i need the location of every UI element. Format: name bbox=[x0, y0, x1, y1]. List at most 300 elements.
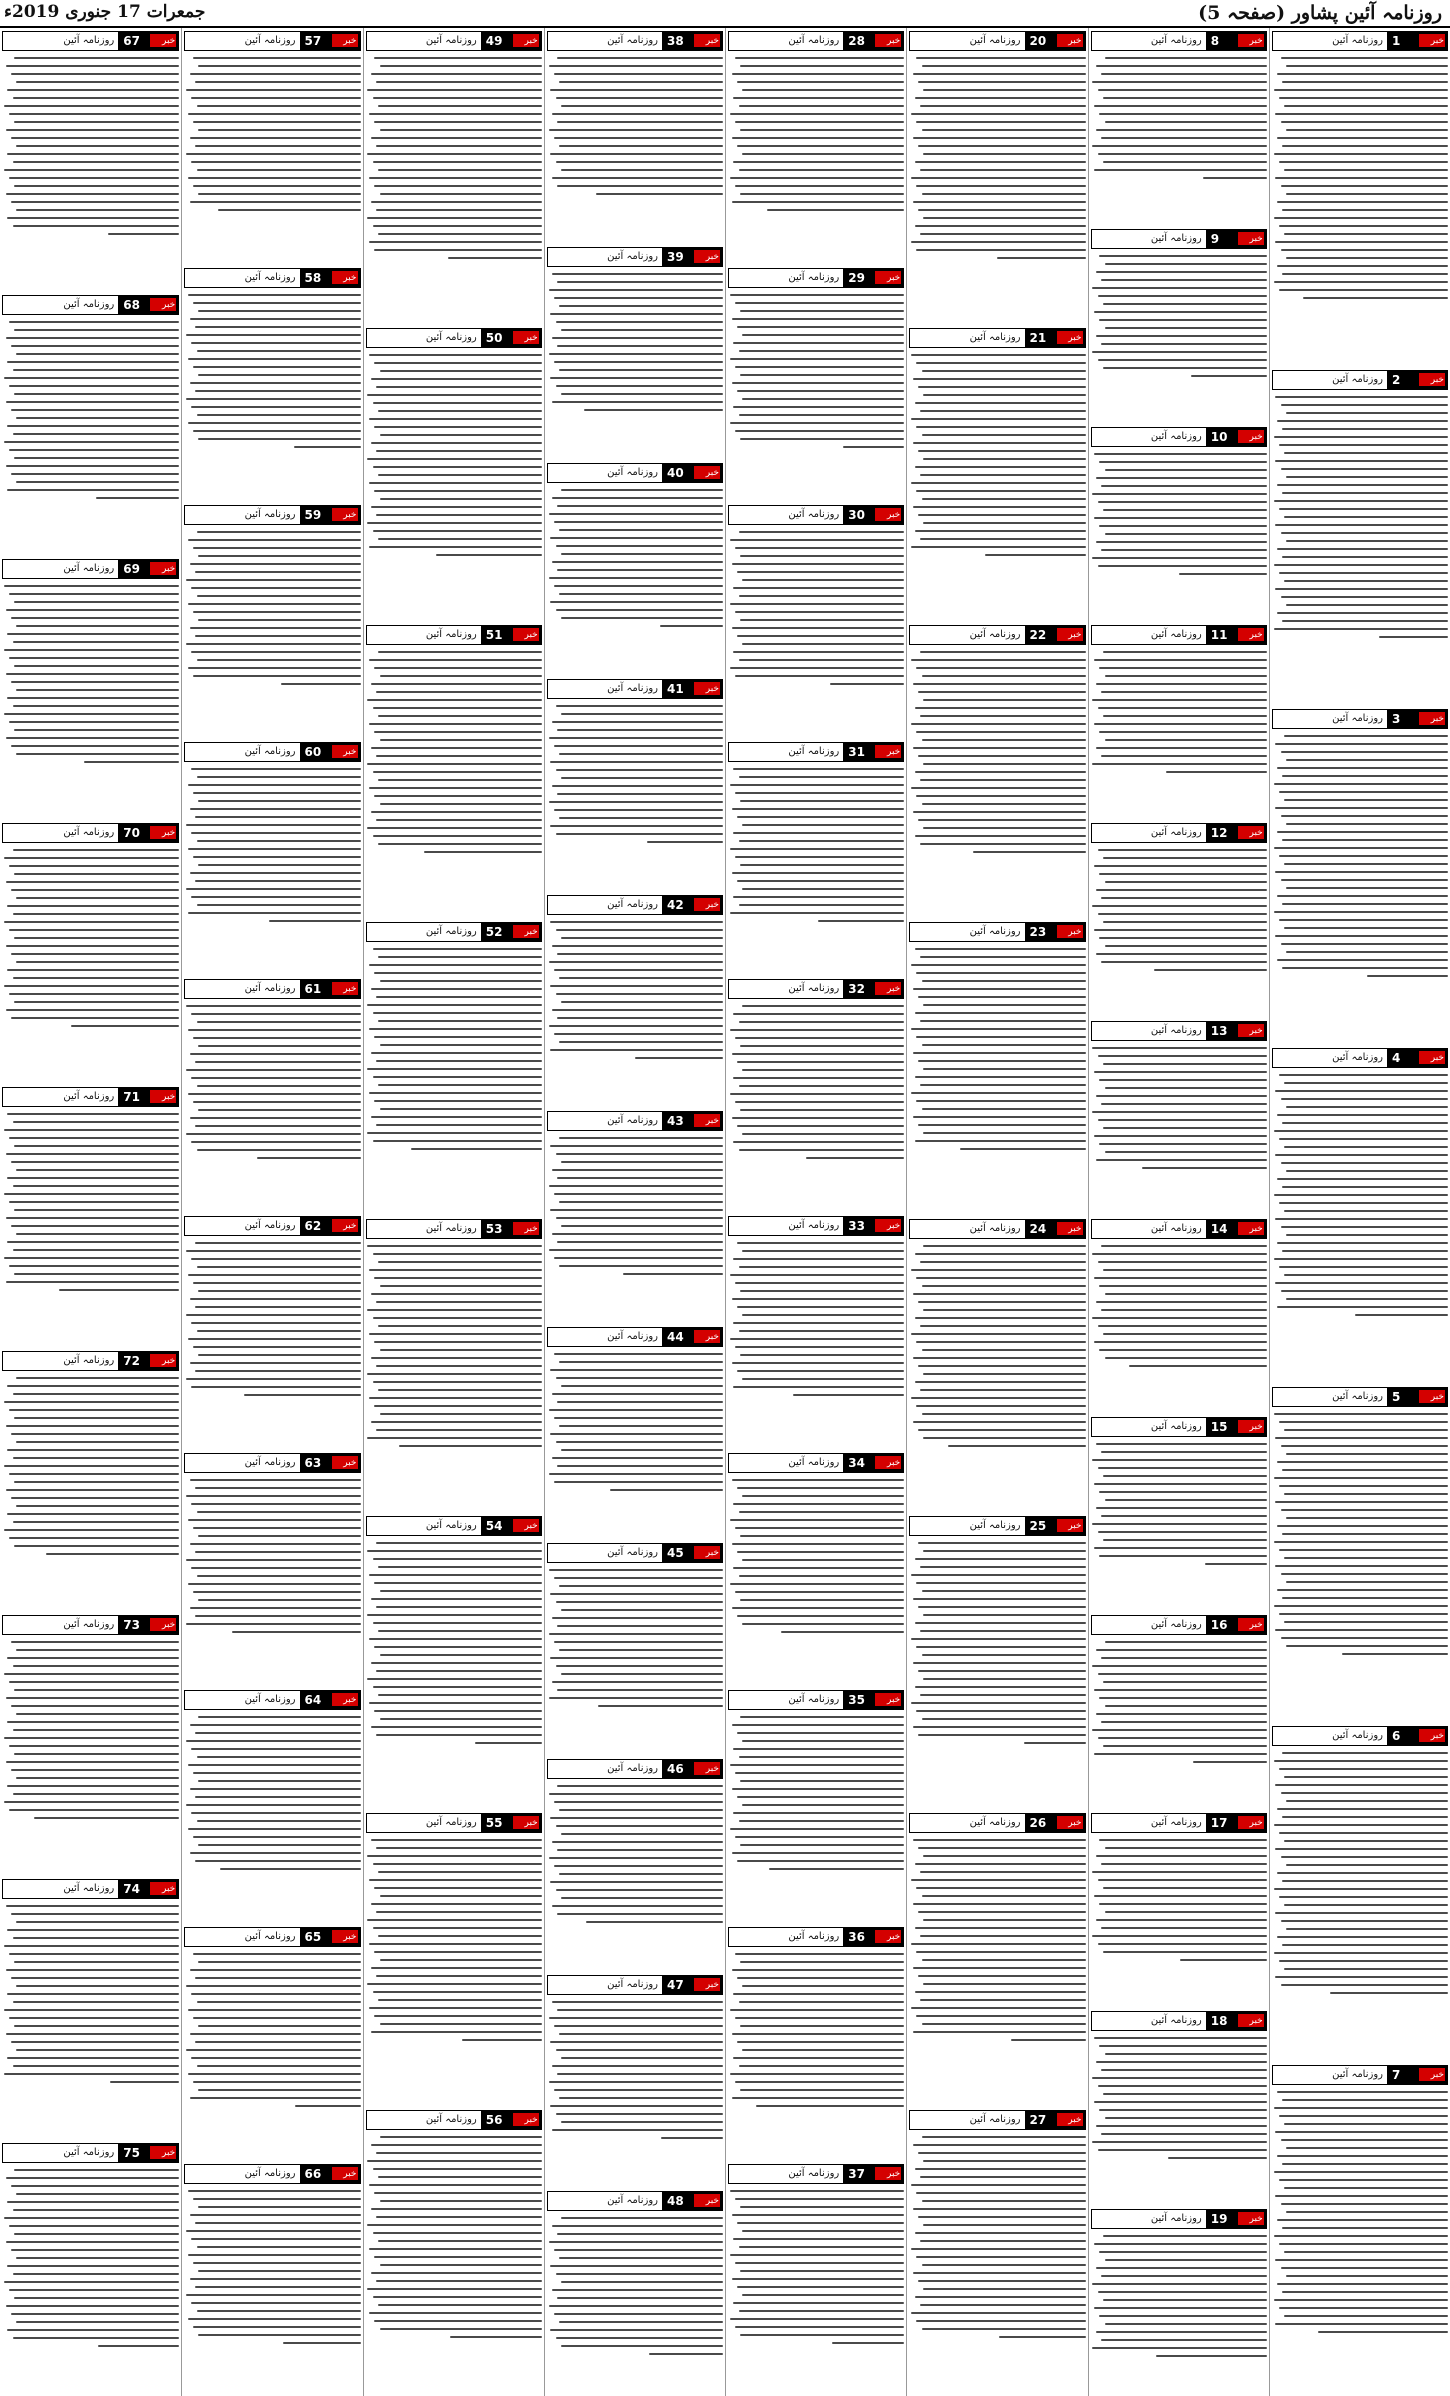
text-line bbox=[6, 1281, 180, 1283]
text-line bbox=[369, 1638, 542, 1640]
text-line bbox=[1367, 975, 1448, 977]
text-line bbox=[647, 841, 723, 843]
text-line bbox=[193, 2081, 360, 2083]
news-header-label: روزنامہ آئین bbox=[3, 32, 118, 50]
text-line bbox=[920, 2176, 1086, 2178]
text-line bbox=[549, 65, 723, 67]
text-line bbox=[911, 964, 1085, 966]
text-line bbox=[740, 310, 904, 312]
news-logo-text: خبر bbox=[705, 252, 719, 262]
text-line bbox=[193, 430, 360, 432]
text-line bbox=[1379, 636, 1448, 638]
text-line bbox=[1101, 73, 1267, 75]
text-line bbox=[197, 105, 361, 107]
text-line bbox=[739, 1820, 905, 1822]
news-logo-text: خبر bbox=[887, 1221, 901, 1231]
text-line bbox=[16, 1649, 179, 1651]
text-line bbox=[193, 1346, 360, 1348]
text-line bbox=[198, 1109, 360, 1111]
text-line bbox=[739, 1266, 905, 1268]
text-line bbox=[1092, 287, 1266, 289]
text-line bbox=[188, 177, 361, 179]
news-number: 11 bbox=[1210, 628, 1228, 642]
news-header-label: روزنامہ آئین bbox=[1092, 1022, 1206, 1040]
text-line bbox=[739, 350, 905, 352]
text-line bbox=[1279, 1266, 1448, 1268]
text-line bbox=[554, 297, 723, 299]
text-line bbox=[13, 1521, 180, 1523]
news-header-label: روزنامہ آئین bbox=[3, 1616, 118, 1634]
text-line bbox=[1094, 1895, 1267, 1897]
text-line bbox=[1286, 2275, 1448, 2277]
text-line bbox=[475, 1742, 542, 1744]
text-line bbox=[913, 1839, 1086, 1841]
news-logo-text: خبر bbox=[343, 1221, 357, 1231]
text-line bbox=[922, 1108, 1086, 1110]
text-line bbox=[369, 354, 542, 356]
text-line bbox=[13, 1393, 180, 1395]
text-line bbox=[188, 1274, 361, 1276]
news-logo-text: خبر bbox=[162, 1356, 176, 1366]
text-line bbox=[561, 1161, 723, 1163]
news-item bbox=[1089, 1414, 1269, 1612]
news-number: 9 bbox=[1210, 232, 1220, 246]
text-line bbox=[195, 326, 361, 328]
text-line bbox=[735, 2326, 904, 2328]
text-line bbox=[1274, 783, 1448, 785]
text-line bbox=[378, 233, 542, 235]
text-line bbox=[557, 2009, 723, 2011]
text-line bbox=[186, 1133, 360, 1135]
text-line bbox=[373, 1622, 542, 1624]
text-line bbox=[1286, 193, 1448, 195]
text-line bbox=[374, 362, 541, 364]
text-line bbox=[371, 201, 542, 203]
news-logo-text: خبر bbox=[524, 333, 538, 343]
text-line bbox=[911, 1574, 1085, 1576]
news-number: 43 bbox=[667, 1114, 684, 1128]
text-line bbox=[740, 800, 904, 802]
text-line bbox=[1275, 113, 1448, 115]
text-line bbox=[191, 1993, 360, 1995]
text-line bbox=[188, 1338, 361, 1340]
text-line bbox=[198, 129, 360, 131]
news-number-badge bbox=[1387, 1388, 1447, 1406]
text-line bbox=[915, 1622, 1086, 1624]
text-line bbox=[1282, 1944, 1448, 1946]
text-line bbox=[911, 2312, 1085, 2314]
news-item-header bbox=[547, 247, 723, 267]
news-item bbox=[182, 739, 362, 976]
text-line bbox=[913, 683, 1086, 685]
text-line bbox=[1281, 1792, 1448, 1794]
text-line bbox=[916, 1582, 1085, 1584]
text-line bbox=[374, 2015, 541, 2017]
news-header-label: روزنامہ آئین bbox=[910, 2111, 1024, 2129]
text-line bbox=[1096, 477, 1267, 479]
text-line bbox=[378, 1694, 542, 1696]
text-line bbox=[16, 753, 179, 755]
news-number: 70 bbox=[123, 826, 140, 840]
text-line bbox=[1282, 1816, 1448, 1818]
text-line bbox=[552, 721, 723, 723]
news-item bbox=[1270, 1045, 1450, 1384]
text-line bbox=[740, 864, 904, 866]
news-header-label: روزنامہ آئین bbox=[1092, 1418, 1206, 1436]
text-line bbox=[911, 482, 1085, 484]
text-line bbox=[550, 1369, 723, 1371]
text-line bbox=[367, 1550, 541, 1552]
text-line bbox=[913, 1357, 1086, 1359]
text-line bbox=[376, 1124, 542, 1126]
text-line bbox=[1286, 65, 1448, 67]
text-line bbox=[557, 1849, 723, 1851]
news-logo-text: خبر bbox=[1430, 375, 1444, 385]
text-line bbox=[556, 705, 723, 707]
text-line bbox=[371, 1116, 542, 1118]
text-line bbox=[1101, 1451, 1267, 1453]
text-line bbox=[742, 1495, 904, 1497]
text-line bbox=[1284, 169, 1448, 171]
news-header-label: روزنامہ آئین bbox=[729, 269, 843, 287]
news-number-badge bbox=[1206, 1022, 1266, 1040]
text-line bbox=[737, 326, 904, 328]
text-line bbox=[1166, 771, 1266, 773]
news-item-header bbox=[909, 31, 1085, 51]
news-number-badge bbox=[1387, 32, 1447, 50]
text-line bbox=[6, 2241, 180, 2243]
text-line bbox=[244, 1394, 360, 1396]
text-line bbox=[730, 1764, 904, 1766]
news-header-label: روزنامہ آئین bbox=[367, 1220, 481, 1238]
text-line bbox=[1284, 1082, 1448, 1084]
news-header-label: روزنامہ آئین bbox=[548, 1544, 662, 1562]
text-line bbox=[13, 1937, 180, 1939]
text-line bbox=[373, 225, 542, 227]
text-line bbox=[374, 249, 541, 251]
text-line bbox=[733, 832, 904, 834]
text-line bbox=[554, 1193, 723, 1195]
text-line bbox=[448, 257, 541, 259]
news-number: 54 bbox=[485, 1519, 503, 1533]
text-line bbox=[740, 65, 904, 67]
text-line bbox=[559, 1585, 723, 1587]
text-line bbox=[380, 498, 542, 500]
text-line bbox=[371, 1662, 542, 1664]
text-line bbox=[9, 865, 179, 867]
text-line bbox=[913, 1116, 1086, 1118]
news-number-badge bbox=[300, 1691, 360, 1709]
text-line bbox=[378, 2176, 542, 2178]
text-line bbox=[16, 689, 179, 691]
text-line bbox=[376, 1429, 542, 1431]
text-line bbox=[1156, 2355, 1267, 2357]
text-line bbox=[4, 1737, 179, 1739]
news-column bbox=[1088, 28, 1269, 2396]
text-line bbox=[191, 587, 360, 589]
text-line bbox=[733, 1141, 904, 1143]
news-logo-text: خبر bbox=[343, 984, 357, 994]
text-line bbox=[6, 1697, 180, 1699]
text-line bbox=[198, 65, 360, 67]
text-line bbox=[1286, 887, 1448, 889]
text-line bbox=[554, 1417, 723, 1419]
news-logo-text: خبر bbox=[1068, 333, 1082, 343]
text-line bbox=[922, 370, 1086, 372]
news-logo-text: خبر bbox=[524, 1521, 538, 1531]
text-line bbox=[733, 768, 904, 770]
text-line bbox=[197, 2246, 361, 2248]
text-line bbox=[4, 713, 179, 715]
text-line bbox=[1096, 1443, 1267, 1445]
text-line bbox=[732, 1543, 905, 1545]
text-line bbox=[922, 2200, 1086, 2202]
news-number-badge bbox=[300, 980, 360, 998]
text-line bbox=[16, 2193, 179, 2195]
text-line bbox=[1279, 1138, 1448, 1140]
text-line bbox=[1094, 105, 1267, 107]
news-item bbox=[0, 556, 181, 820]
text-line bbox=[1274, 2107, 1448, 2109]
text-line bbox=[911, 2248, 1085, 2250]
text-line bbox=[186, 888, 360, 890]
text-line bbox=[733, 1258, 904, 1260]
text-line bbox=[550, 761, 723, 763]
text-line bbox=[16, 1921, 179, 1923]
text-line bbox=[9, 1953, 179, 1955]
text-line bbox=[16, 1169, 179, 1171]
text-line bbox=[193, 1772, 360, 1774]
text-line bbox=[1092, 557, 1266, 559]
text-line bbox=[830, 683, 904, 685]
news-item bbox=[726, 1213, 906, 1450]
news-logo-text: خبر bbox=[162, 1884, 176, 1894]
text-line bbox=[922, 2328, 1086, 2330]
news-number: 74 bbox=[123, 1882, 140, 1896]
text-line bbox=[781, 1631, 904, 1633]
text-line bbox=[920, 1020, 1086, 1022]
text-line bbox=[46, 1553, 179, 1555]
news-item bbox=[907, 1810, 1087, 2107]
text-line bbox=[549, 1409, 723, 1411]
news-logo-text: خبر bbox=[705, 684, 719, 694]
text-line bbox=[9, 2225, 179, 2227]
text-line bbox=[1094, 517, 1267, 519]
text-line bbox=[1094, 1689, 1267, 1691]
text-line bbox=[923, 1245, 1085, 1247]
news-number: 13 bbox=[1210, 1024, 1228, 1038]
text-line bbox=[193, 2326, 360, 2328]
text-line bbox=[1180, 1959, 1266, 1961]
text-line bbox=[198, 864, 360, 866]
news-header-label: روزنامہ آئین bbox=[1092, 2012, 1206, 2030]
text-line bbox=[660, 625, 723, 627]
text-line bbox=[197, 2001, 361, 2003]
text-line bbox=[195, 1487, 361, 1489]
text-line bbox=[14, 393, 179, 395]
text-line bbox=[380, 370, 542, 372]
text-line bbox=[186, 398, 360, 400]
news-item bbox=[545, 460, 725, 676]
text-line bbox=[1094, 865, 1267, 867]
text-line bbox=[188, 2318, 361, 2320]
text-line bbox=[1092, 81, 1266, 83]
text-line bbox=[1281, 1573, 1448, 1575]
text-line bbox=[740, 1844, 904, 1846]
news-number: 48 bbox=[667, 2194, 684, 2208]
text-line bbox=[913, 2208, 1086, 2210]
text-line bbox=[376, 2280, 542, 2282]
text-line bbox=[913, 747, 1086, 749]
text-line bbox=[9, 657, 179, 659]
text-line bbox=[1286, 2147, 1448, 2149]
text-line bbox=[1096, 1713, 1267, 1715]
text-line bbox=[14, 1545, 179, 1547]
text-line bbox=[1105, 533, 1267, 535]
text-line bbox=[922, 1959, 1086, 1961]
text-line bbox=[732, 318, 905, 320]
news-number-badge bbox=[662, 680, 722, 698]
text-line bbox=[732, 1607, 905, 1609]
news-number: 49 bbox=[485, 34, 503, 48]
text-line bbox=[191, 1503, 360, 1505]
text-line bbox=[556, 1153, 723, 1155]
text-line bbox=[742, 398, 904, 400]
news-number: 58 bbox=[304, 271, 322, 285]
text-line bbox=[4, 649, 179, 651]
news-logo-text: خبر bbox=[524, 630, 538, 640]
text-line bbox=[191, 406, 360, 408]
text-line bbox=[818, 920, 904, 922]
text-line bbox=[378, 843, 542, 845]
text-line bbox=[913, 988, 1086, 990]
news-item-header bbox=[1272, 1387, 1448, 1407]
text-line bbox=[376, 450, 542, 452]
text-line bbox=[733, 1077, 904, 1079]
text-line bbox=[742, 579, 904, 581]
text-line bbox=[373, 466, 542, 468]
news-item bbox=[907, 919, 1087, 1216]
text-line bbox=[1277, 1306, 1448, 1308]
text-line bbox=[737, 1860, 904, 1862]
text-line bbox=[550, 2329, 723, 2331]
text-line bbox=[1105, 945, 1267, 947]
text-line bbox=[1275, 1218, 1448, 1220]
news-logo-text: خبر bbox=[343, 273, 357, 283]
news-item bbox=[0, 1348, 181, 1612]
text-line bbox=[1281, 2139, 1448, 2141]
text-line bbox=[186, 1495, 360, 1497]
text-line bbox=[1281, 1162, 1448, 1164]
text-line bbox=[920, 1325, 1086, 1327]
text-line bbox=[556, 97, 723, 99]
text-line bbox=[923, 1132, 1085, 1134]
text-line bbox=[190, 1724, 361, 1726]
text-line bbox=[380, 2328, 542, 2330]
text-line bbox=[9, 929, 179, 931]
text-line bbox=[380, 1895, 542, 1897]
text-line bbox=[436, 554, 542, 556]
text-line bbox=[1099, 1839, 1266, 1841]
news-item-header bbox=[366, 2110, 542, 2130]
text-line bbox=[1274, 2171, 1448, 2173]
news-item bbox=[726, 2161, 906, 2396]
text-line bbox=[14, 873, 179, 875]
text-line bbox=[554, 585, 723, 587]
text-line bbox=[739, 595, 905, 597]
news-number-badge bbox=[1206, 2012, 1266, 2030]
text-line bbox=[559, 1425, 723, 1427]
text-line bbox=[922, 434, 1086, 436]
news-item-header bbox=[366, 1516, 542, 1536]
news-item bbox=[726, 1450, 906, 1687]
text-line bbox=[730, 784, 904, 786]
news-item-header bbox=[184, 2164, 360, 2184]
text-line bbox=[376, 145, 542, 147]
text-line bbox=[916, 795, 1085, 797]
news-logo-text: خبر bbox=[887, 36, 901, 46]
text-line bbox=[742, 1804, 904, 1806]
news-header-label: روزنامہ آئین bbox=[910, 329, 1024, 347]
news-item-header bbox=[1272, 31, 1448, 51]
text-line bbox=[1092, 1459, 1266, 1461]
text-line bbox=[922, 1044, 1086, 1046]
text-line bbox=[193, 57, 360, 59]
text-line bbox=[1092, 1523, 1266, 1525]
news-number-badge bbox=[662, 896, 722, 914]
text-line bbox=[193, 792, 360, 794]
text-line bbox=[556, 1889, 723, 1891]
text-line bbox=[378, 956, 542, 958]
text-line bbox=[1101, 343, 1267, 345]
text-line bbox=[198, 1716, 360, 1718]
news-logo-text: خبر bbox=[1068, 2115, 1082, 2125]
text-line bbox=[190, 1607, 361, 1609]
text-line bbox=[193, 185, 360, 187]
text-line bbox=[1279, 1613, 1448, 1615]
text-line bbox=[550, 313, 723, 315]
text-line bbox=[1105, 121, 1267, 123]
text-line bbox=[380, 434, 542, 436]
news-number: 12 bbox=[1210, 826, 1228, 840]
text-line bbox=[1281, 596, 1448, 598]
text-line bbox=[916, 490, 1085, 492]
news-header-label: روزنامہ آئین bbox=[3, 296, 118, 314]
text-line bbox=[1105, 1087, 1267, 1089]
text-line bbox=[920, 538, 1086, 540]
text-line bbox=[1103, 1887, 1267, 1889]
news-number-badge bbox=[1025, 329, 1085, 347]
text-line bbox=[16, 481, 179, 483]
text-line bbox=[913, 1726, 1086, 1728]
text-line bbox=[1099, 873, 1266, 875]
text-line bbox=[373, 1558, 542, 1560]
text-line bbox=[550, 2265, 723, 2267]
text-line bbox=[11, 1225, 179, 1227]
text-line bbox=[195, 1615, 361, 1617]
text-line bbox=[559, 81, 723, 83]
text-line bbox=[1286, 1234, 1448, 1236]
news-logo-text: خبر bbox=[343, 1458, 357, 1468]
text-line bbox=[188, 848, 361, 850]
text-line bbox=[742, 643, 904, 645]
text-line bbox=[371, 811, 542, 813]
news-number-badge bbox=[300, 2165, 360, 2183]
news-header-label: روزنامہ آئین bbox=[548, 464, 662, 482]
text-line bbox=[371, 683, 542, 685]
text-line bbox=[378, 1261, 542, 1263]
text-line bbox=[1277, 2283, 1448, 2285]
